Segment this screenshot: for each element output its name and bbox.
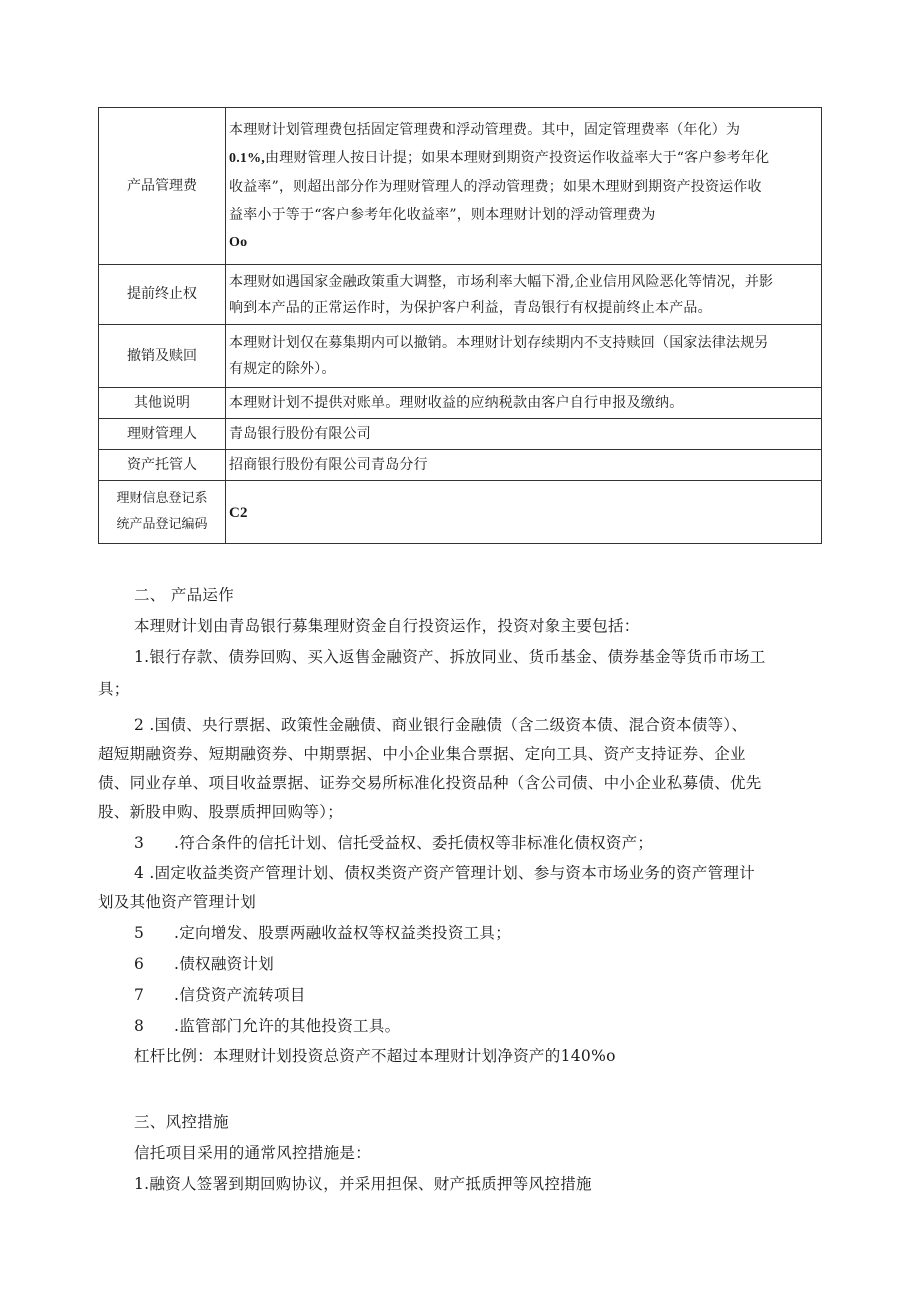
row-label-cancel-redeem: 撤销及赎回 [99,325,226,388]
manager-value: 青岛银行股份有限公司 [226,419,822,450]
table-row [99,108,822,265]
fixed-fee-rate: 0.1%, [229,150,265,166]
product-info-table [98,107,822,544]
list-item: 8 .监管部门允许的其他投资工具。 [134,1017,401,1035]
registration-code-value: C2 [226,481,822,544]
table-row [99,325,822,388]
cancel-redeem-value: 本理财计划仅在募集期内可以撤销。本理财计划存续期内不支持赎回（国家法律法规另 有规定的除外）。 [226,325,822,388]
list-item: 1.融资人签署到期回购协议，并采用担保、财产抵质押等风控措施 [134,1175,592,1193]
list-item-continuation: 具； [98,680,130,698]
paragraph: 本理财计划由青岛银行募集理财资金自行投资运作，投资对象主要包括： [134,617,640,635]
row-label-management-fee: 产品管理费 [99,108,226,265]
table-row [99,388,822,419]
row-label-manager: 理财管理人 [99,419,226,450]
list-item-continuation: 债、同业存单、项目收益票据、证券交易所标准化投资品种（含公司债、中小企业私募债、优先 [98,774,762,792]
list-item-continuation: 超短期融资券、短期融资券、中期票据、中小企业集合票据、定向工具、资产支持证券、企业 [98,745,746,763]
table-row [99,481,822,544]
list-item: 5 .定向增发、股票两融收益权等权益类投资工具； [134,924,512,942]
floating-fee-value: Oo [229,234,248,250]
list-item: 1.银行存款、债券回购、买入返售金融资产、拆放同业、货币基金、债券基金等货币市场工 [134,648,766,666]
early-termination-value: 本理财如遇国家金融政策重大调整，市场利率大幅下滑,企业信用风险恶化等情况，并影 响到本产品的正常运作时，为保护客户利益，青岛银行有权提前终止本产品。 [226,265,822,325]
row-label-custodian: 资产托管人 [99,450,226,481]
list-item: 7 .信贷资产流转项目 [134,986,306,1004]
list-item: 6 .债权融资计划 [134,955,275,973]
row-label-registration-code: 理财信息登记系 统产品登记编码 [99,481,226,544]
list-item: 3 .符合条件的信托计划、信托受益权、委托债权等非标准化债权资产； [134,834,654,852]
section-heading-operation: 二、 产品运作 [134,586,235,604]
custodian-value: 招商银行股份有限公司青岛分行 [226,450,822,481]
section-heading-risk-control: 三、风控措施 [134,1113,229,1131]
leverage-ratio: 杠杆比例：本理财计划投资总资产不超过本理财计划净资产的140%o [134,1047,616,1065]
table-row [99,419,822,450]
row-label-other-notes: 其他说明 [99,388,226,419]
list-item-continuation: 股、新股申购、股票质押回购等）； [98,803,344,821]
management-fee-value: 本理财计划管理费包括固定管理费和浮动管理费。其中，固定管理费率（年化）为 0.1%,由理财管理人按日计提；如果本理财到期资产投资运作收益率大于“客户参考年化 收益率”，则超出部分作为理财管理人的浮动管理费；如果木理财到期资产投资运作收 益率小于等于“客户参考年化收益率”，则本理财计划的浮动管理费为 Oo [226,108,822,265]
list-item: 4 .固定收益类资产管理计划、债权类资产资产管理计划、参与资本市场业务的资产管理计 [134,864,756,882]
other-notes-value: 本理财计划不提供对账单。理财收益的应纳税款由客户自行申报及缴纳。 [226,388,822,419]
paragraph: 信托项目采用的通常风控措施是： [134,1144,372,1162]
table-row [99,265,822,325]
list-item: 2 .国债、央行票据、政策性金融债、商业银行金融债（含二级资本债、混合资本债等）、 [134,716,748,734]
table-row [99,450,822,481]
row-label-early-termination: 提前终止权 [99,265,226,325]
list-item-continuation: 划及其他资产管理计划 [98,893,257,911]
